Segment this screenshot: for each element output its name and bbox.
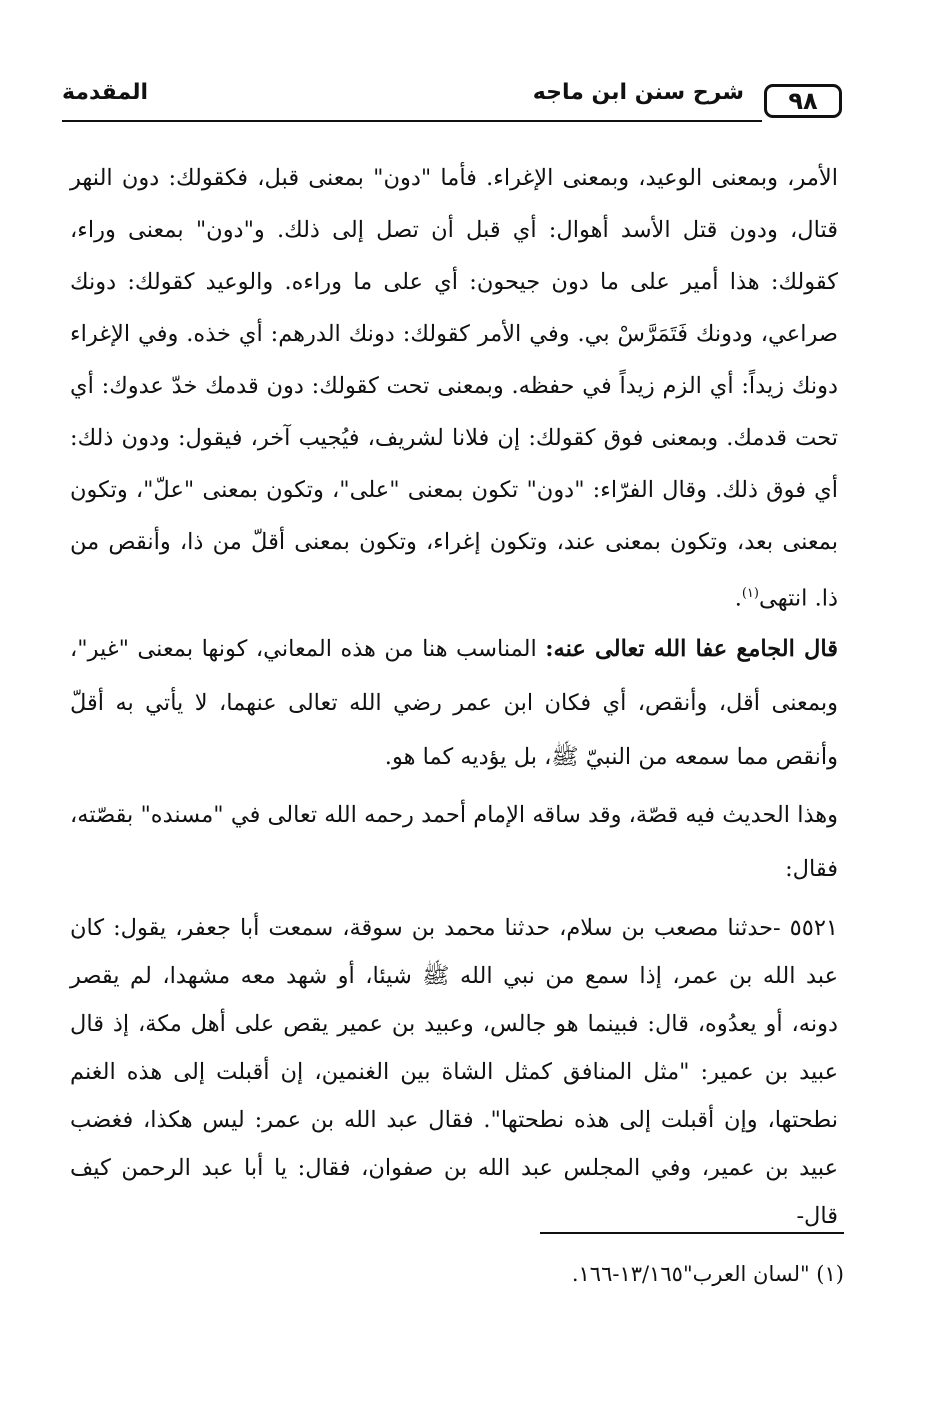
paragraph-1-text: الأمر، وبمعنى الوعيد، وبمعنى الإغراء. فأما "دون" بمعنى قبل، فكقولك: دون النهر قتال، ودون قتل الأسد أهوال: أي قبل أن تصل إلى ذلك. و"دون" بمعنى وراء، كقولك: هذا أمير على ما دون جيحون: أي على ما وراءه. والوعيد كقولك: دونك صراعي، ودونك فَتَمَرَّسْ بي. وفي الأمر كقولك: دونك الدرهم: أي خذه. وفي الإغراء دونك زيداً: أي الزم زيداً في حفظه. وبمعنى تحت كقولك: دون قدمك خدّ عدوك: أي تحت قدمك. وبمعنى فوق كقولك: إن فلانا لشريف، فيُجيب آخر، فيقول: ودون ذلك: أي فوق ذلك. وقال الفرّاء: "دون" تكون بمعنى "على"، وتكون بمعنى "علّ"، وتكون بمعنى بعد، وتكون بمعنى عند، وتكون إغراء، وتكون بمعنى أقلّ من ذا، وأنقص من ذا. انتهى	[70, 165, 838, 612]
paragraph-2-text: المناسب هنا من هذه المعاني، كونها بمعنى "غير"، وبمعنى أقل، وأنقص، أي فكان ابن عمر رضي الله تعالى عنهما، لا يأتي به أقلّ وأنقص مما سمعه من النبيّ ﷺ، بل يؤديه كما هو.	[70, 636, 838, 770]
paragraph-1	[70, 152, 838, 625]
paragraph-1-end: .	[734, 585, 742, 612]
page-number: ٩٨	[764, 84, 842, 118]
book-title: شرح سنن ابن ماجه	[532, 80, 744, 105]
paragraph-3	[70, 788, 838, 896]
header-divider	[62, 120, 762, 122]
footnote-marker: (١)	[741, 586, 759, 601]
paragraph-4-text: ٥٥٢١ -حدثنا مصعب بن سلام، حدثنا محمد بن سوقة، سمعت أبا جعفر، يقول: كان عبد الله بن عمر، إذا سمع من نبي الله ﷺ شيئا، أو شهد معه مشهدا، لم يقصر دونه، أو يعدُوه، قال: فبينما هو جالس، وعبيد بن عمير يقص على أهل مكة، إذ قال عبيد بن عمير: "مثل المنافق كمثل الشاة بين الغنمين، إن أقبلت إلى هذه الغنم نطحتها، وإن أقبلت إلى هذه نطحتها". فقال عبد الله بن عمر: ليس هكذا، فغضب عبيد بن عمير، وفي المجلس عبد الله بن صفوان، فقال: يا أبا عبد الرحمن كيف قال-	[70, 915, 838, 1229]
page-header	[62, 78, 842, 124]
paragraph-2-lead: قال الجامع عفا الله تعالى عنه:	[545, 636, 838, 662]
footnote: (١) "لسان العرب"١٣/١٦٥-١٦٦.	[571, 1262, 844, 1286]
paragraph-3-text: وهذا الحديث فيه قصّة، وقد ساقه الإمام أحمد رحمه الله تعالى في "مسنده" بقصّته، فقال:	[70, 802, 838, 882]
paragraph-4	[70, 904, 838, 1240]
section-title: المقدمة	[62, 80, 149, 105]
footnote-divider	[540, 1232, 844, 1234]
paragraph-2	[70, 622, 838, 784]
